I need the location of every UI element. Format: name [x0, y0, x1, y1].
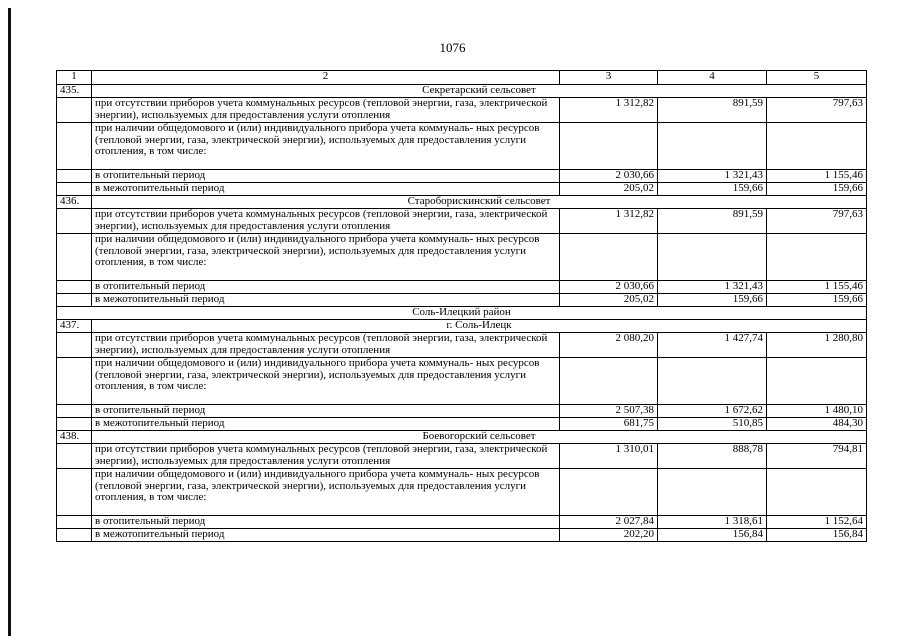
value-col-3 — [560, 469, 658, 516]
section-title: Боевогорский сельсовет — [92, 431, 867, 444]
value-col-3: 1 310,01 — [560, 444, 658, 469]
row-description: в межотопительный период — [92, 418, 560, 431]
value-col-5: 159,66 — [767, 183, 867, 196]
row-description: при отсутствии приборов учета коммунальных ресурсов (тепловой энергии, газа, электрической энергии), используемых для предоставления услуги отопления — [92, 98, 560, 123]
value-col-3: 2 030,66 — [560, 281, 658, 294]
row-number-cell — [57, 98, 92, 123]
table-row — [57, 234, 867, 281]
row-number-cell — [57, 281, 92, 294]
table-row — [57, 418, 867, 431]
value-col-4: 1 321,43 — [658, 281, 767, 294]
row-number-cell — [57, 170, 92, 183]
value-col-5: 1 155,46 — [767, 170, 867, 183]
row-description: в межотопительный период — [92, 294, 560, 307]
row-number-cell — [57, 358, 92, 405]
row-description: в межотопительный период — [92, 529, 560, 542]
section-header-row — [57, 320, 867, 333]
table-row — [57, 294, 867, 307]
value-col-3 — [560, 358, 658, 405]
table-row — [57, 529, 867, 542]
value-col-5: 1 280,80 — [767, 333, 867, 358]
column-header-1: 1 — [57, 71, 92, 85]
table-row — [57, 333, 867, 358]
column-header-2: 2 — [92, 71, 560, 85]
value-col-4 — [658, 234, 767, 281]
tariff-table — [56, 70, 867, 542]
section-number: 438. — [57, 431, 92, 444]
row-description: при наличии общедомового и (или) индивидуального прибора учета коммуналь- ных ресурсов (тепловой энергии, газа, электрической энергии), используемых для предоставления услуги отопления, в том числе: — [92, 123, 560, 170]
tariff-table-body — [57, 71, 867, 542]
value-col-4: 888,78 — [658, 444, 767, 469]
row-number-cell — [57, 234, 92, 281]
table-row — [57, 183, 867, 196]
table-row — [57, 98, 867, 123]
value-col-5: 797,63 — [767, 98, 867, 123]
section-header-row — [57, 85, 867, 98]
value-col-3: 2 080,20 — [560, 333, 658, 358]
row-number-cell — [57, 529, 92, 542]
row-number-cell — [57, 405, 92, 418]
value-col-4: 1 321,43 — [658, 170, 767, 183]
column-number-row — [57, 71, 867, 85]
row-number-cell — [57, 444, 92, 469]
row-description: в отопительный период — [92, 281, 560, 294]
row-description: при отсутствии приборов учета коммунальных ресурсов (тепловой энергии, газа, электрической энергии), используемых для предоставления услуги отопления — [92, 333, 560, 358]
value-col-5 — [767, 123, 867, 170]
value-col-4: 510,85 — [658, 418, 767, 431]
table-row — [57, 516, 867, 529]
section-title: Староборискинский сельсовет — [92, 196, 867, 209]
table-row — [57, 405, 867, 418]
value-col-4: 159,66 — [658, 294, 767, 307]
value-col-5: 484,30 — [767, 418, 867, 431]
value-col-5 — [767, 358, 867, 405]
table-row — [57, 358, 867, 405]
value-col-3: 2 027,84 — [560, 516, 658, 529]
value-col-5: 156,84 — [767, 529, 867, 542]
table-row — [57, 170, 867, 183]
row-description: при наличии общедомового и (или) индивидуального прибора учета коммуналь- ных ресурсов (тепловой энергии, газа, электрической энергии), используемых для предоставления услуги отопления, в том числе: — [92, 469, 560, 516]
value-col-4 — [658, 469, 767, 516]
section-header-row — [57, 196, 867, 209]
value-col-5 — [767, 469, 867, 516]
section-number: 437. — [57, 320, 92, 333]
column-header-5: 5 — [767, 71, 867, 85]
value-col-4: 1 672,62 — [658, 405, 767, 418]
section-title: Секретарский сельсовет — [92, 85, 867, 98]
row-number-cell — [57, 418, 92, 431]
district-row — [57, 307, 867, 320]
row-number-cell — [57, 183, 92, 196]
value-col-3: 2 030,66 — [560, 170, 658, 183]
section-header-row — [57, 431, 867, 444]
row-description: в отопительный период — [92, 405, 560, 418]
section-number: 435. — [57, 85, 92, 98]
value-col-5: 794,81 — [767, 444, 867, 469]
page-number: 1076 — [439, 40, 466, 55]
column-header-3: 3 — [560, 71, 658, 85]
table-row — [57, 209, 867, 234]
row-description: при отсутствии приборов учета коммунальных ресурсов (тепловой энергии, газа, электрической энергии), используемых для предоставления услуги отопления — [92, 209, 560, 234]
value-col-5: 1 480,10 — [767, 405, 867, 418]
row-number-cell — [57, 516, 92, 529]
value-col-5: 797,63 — [767, 209, 867, 234]
table-row — [57, 123, 867, 170]
value-col-4: 156,84 — [658, 529, 767, 542]
value-col-5: 1 155,46 — [767, 281, 867, 294]
row-description: в отопительный период — [92, 170, 560, 183]
row-number-cell — [57, 294, 92, 307]
district-title: Соль-Илецкий район — [57, 307, 867, 320]
row-number-cell — [57, 333, 92, 358]
value-col-3: 1 312,82 — [560, 98, 658, 123]
row-description: при отсутствии приборов учета коммунальных ресурсов (тепловой энергии, газа, электрической энергии), используемых для предоставления услуги отопления — [92, 444, 560, 469]
section-number: 436. — [57, 196, 92, 209]
value-col-3 — [560, 234, 658, 281]
row-description: в отопительный период — [92, 516, 560, 529]
value-col-3: 205,02 — [560, 183, 658, 196]
value-col-3: 681,75 — [560, 418, 658, 431]
value-col-3: 205,02 — [560, 294, 658, 307]
value-col-4 — [658, 123, 767, 170]
row-number-cell — [57, 209, 92, 234]
table-row — [57, 281, 867, 294]
row-description: при наличии общедомового и (или) индивидуального прибора учета коммуналь- ных ресурсов (тепловой энергии, газа, электрической энергии), используемых для предоставления услуги отопления, в том числе: — [92, 234, 560, 281]
value-col-3: 1 312,82 — [560, 209, 658, 234]
value-col-3: 2 507,38 — [560, 405, 658, 418]
value-col-4: 891,59 — [658, 98, 767, 123]
value-col-4: 1 318,61 — [658, 516, 767, 529]
value-col-4 — [658, 358, 767, 405]
value-col-3: 202,20 — [560, 529, 658, 542]
section-title: г. Соль-Илецк — [92, 320, 867, 333]
table-row — [57, 444, 867, 469]
row-description: при наличии общедомового и (или) индивидуального прибора учета коммуналь- ных ресурсов (тепловой энергии, газа, электрической энергии), используемых для предоставления услуги отопления, в том числе: — [92, 358, 560, 405]
value-col-4: 159,66 — [658, 183, 767, 196]
value-col-4: 891,59 — [658, 209, 767, 234]
value-col-5: 159,66 — [767, 294, 867, 307]
row-number-cell — [57, 123, 92, 170]
row-number-cell — [57, 469, 92, 516]
column-header-4: 4 — [658, 71, 767, 85]
row-description: в межотопительный период — [92, 183, 560, 196]
value-col-3 — [560, 123, 658, 170]
table-row — [57, 469, 867, 516]
value-col-5: 1 152,64 — [767, 516, 867, 529]
value-col-5 — [767, 234, 867, 281]
value-col-4: 1 427,74 — [658, 333, 767, 358]
left-margin-bar — [8, 8, 11, 636]
